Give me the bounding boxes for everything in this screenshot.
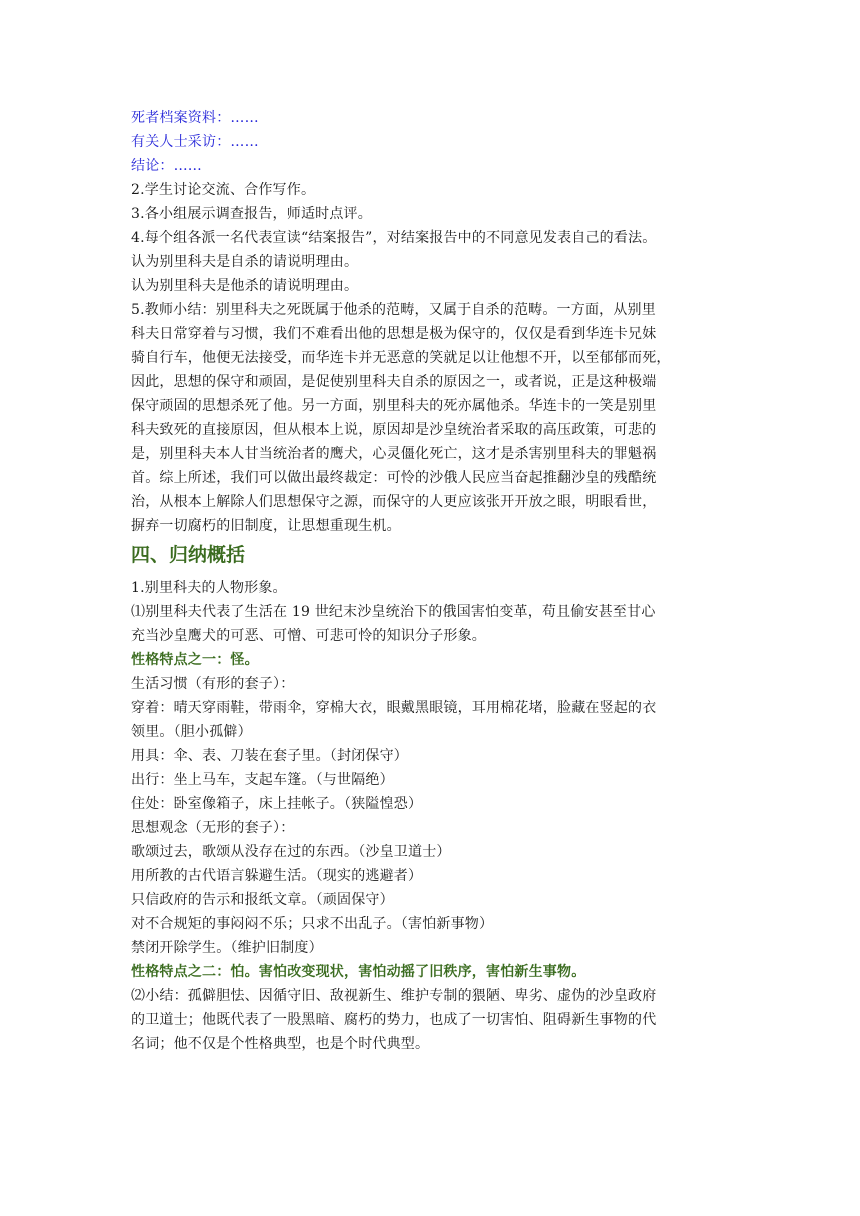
summary-line: 治，从根本上解除人们思想保守之源，而保守的人更应该张开开放之眼，明眼看世， (131, 494, 657, 510)
teacher-summary (131, 298, 745, 538)
habit-line: 出行：坐上马车，支起车篷。（与世隔绝） (131, 772, 394, 788)
summary-line: 因此，思想的保守和顽固，是促使别里科夫自杀的原因之一，或者说，正是这种极端 (131, 374, 657, 390)
thought-line: 用所教的古代语言躲避生活。（现实的逃避者） (131, 868, 423, 884)
habit-line: 穿着：晴天穿雨鞋，带雨伞，穿棉大衣，眼戴黑眼镜，耳用棉花堵，脸藏在竖起的衣 (131, 700, 657, 716)
interview-line: 有关人士采访：…… (131, 134, 259, 150)
summary-line: 首。综上所述，我们可以做出最终裁定：可怜的沙俄人民应当奋起推翻沙皇的残酷统 (131, 470, 657, 486)
section-heading: 四、归纳概括 (131, 544, 246, 566)
summary-line: 科夫日常穿着与习惯，我们不难看出他的思想是极为保守的，仅仅是看到华连卡兄妹 (131, 326, 657, 342)
habits-title: 生活习惯（有形的套子）： (131, 676, 295, 692)
step-2: 2.学生讨论交流、合作写作。 (131, 182, 316, 198)
summary-line: 是，别里科夫本人甘当统治者的鹰犬，心灵僵化死亡，这才是杀害别里科夫的罪魁祸 (131, 446, 657, 462)
item-1a-line: ⑴别里科夫代表了生活在 19 世纪末沙皇统治下的俄国害怕变革，苟且偷安甚至甘心 (131, 604, 656, 620)
item-1: 1.别里科夫的人物形象。 (131, 580, 287, 596)
summary-line: 骑自行车，他便无法接受，而华连卡并无恶意的笑就足以让他想不开，以至郁郁而死， (131, 350, 671, 366)
habit-line: 住处：卧室像箱子，床上挂帐子。（狭隘惶恐） (131, 796, 423, 812)
thought-line: 禁闭开除学生。（维护旧制度） (131, 940, 323, 956)
item-1b-line: ⑵小结：孤僻胆怯、因循守旧、敌视新生、维护专制的猥陋、卑劣、虚伪的沙皇政府 (131, 988, 657, 1004)
item-1b-line: 名词；他不仅是个性格典型，也是个时代典型。 (131, 1036, 430, 1052)
thoughts-title: 思想观念（无形的套子）： (131, 820, 295, 836)
summary-line: 保守顽固的思想杀死了他。另一方面，别里科夫的死亦属他杀。华连卡的一笑是别里 (131, 398, 657, 414)
document-page (131, 106, 745, 1056)
item-1b-line: 的卫道士；他既代表了一股黑暗、腐朽的势力，也成了一切害怕、阻碍新生事物的代 (131, 1012, 657, 1028)
conclusion-line: 结论：…… (131, 158, 202, 174)
summary-line: 摒弃一切腐朽的旧制度，让思想重现生机。 (131, 518, 401, 534)
homicide-reason: 认为别里科夫是他杀的请说明理由。 (131, 278, 359, 294)
summary-line: 5.教师小结：别里科夫之死既属于他杀的范畴，又属于自杀的范畴。一方面，从别里 (131, 302, 656, 318)
habit-line: 用具：伞、表、刀装在套子里。（封闭保守） (131, 748, 408, 764)
suicide-reason: 认为别里科夫是自杀的请说明理由。 (131, 254, 359, 270)
thought-line: 对不合规矩的事闷闷不乐；只求不出乱子。（害怕新事物） (131, 916, 494, 932)
step-4: 4.每个组各派一名代表宣读“结案报告”，对结案报告中的不同意见发表自己的看法。 (131, 230, 657, 246)
thought-line: 歌颂过去，歌颂从没存在过的东西。（沙皇卫道士） (131, 844, 451, 860)
trait-2: 性格特点之二：怕。害怕改变现状，害怕动摇了旧秩序，害怕新生事物。 (131, 964, 586, 980)
item-1a-line: 充当沙皇鹰犬的可恶、可憎、可悲可怜的知识分子形象。 (131, 628, 486, 644)
dead-archive-line: 死者档案资料：…… (131, 110, 259, 126)
trait-1: 性格特点之一：怪。 (131, 652, 259, 668)
summary-line: 科夫致死的直接原因，但从根本上说，原因却是沙皇统治者采取的高压政策，可悲的 (131, 422, 657, 438)
habit-line: 领里。（胆小孤僻） (131, 724, 252, 740)
thought-line: 只信政府的告示和报纸文章。（顽固保守） (131, 892, 394, 908)
step-3: 3.各小组展示调查报告，师适时点评。 (131, 206, 372, 222)
